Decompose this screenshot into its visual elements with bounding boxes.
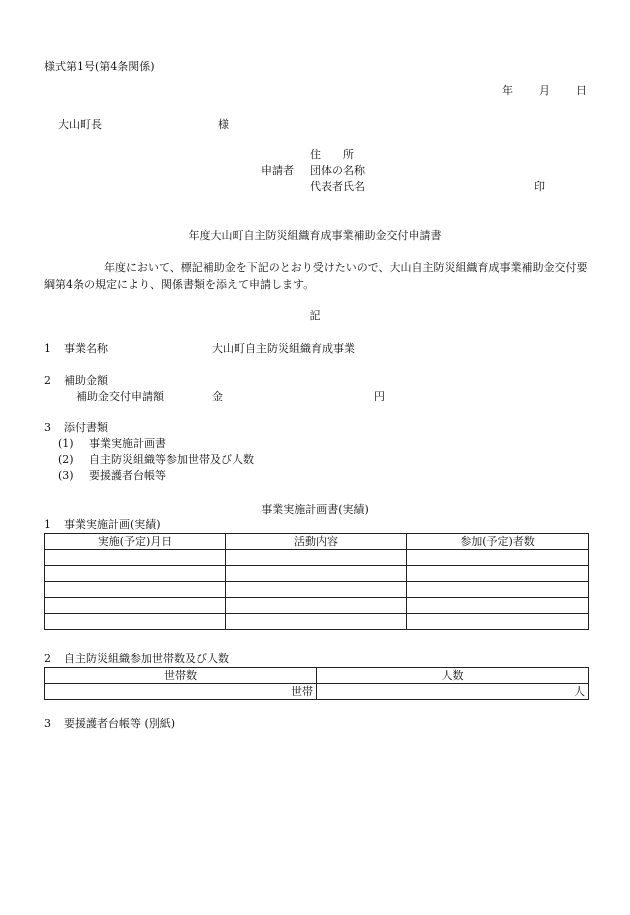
item1-label: 事業名称 (64, 342, 108, 355)
header-participants: 参加(予定)者数 (407, 534, 589, 550)
doc3-text: 要援護者台帳等 (89, 469, 166, 482)
table-cell[interactable] (407, 582, 589, 598)
table-cell[interactable] (45, 582, 226, 598)
table-cell[interactable] (226, 614, 407, 630)
date-day-label: 日 (576, 84, 587, 97)
table-cell[interactable] (226, 582, 407, 598)
table-cell[interactable] (45, 550, 226, 566)
doc2-text: 自主防災組織等参加世帯及び人数 (89, 453, 254, 466)
item1-number: 1 (44, 342, 51, 355)
item2-kin: 金 (212, 390, 223, 403)
people-cell[interactable] (317, 684, 589, 700)
table-row (45, 684, 589, 700)
table-row (45, 550, 589, 566)
doc2-number: (2) (58, 453, 74, 466)
table-row (45, 598, 589, 614)
table-header-row (45, 668, 589, 684)
intro-paragraph: 年度において、標記補助金を下記のとおり受けたいので、大山自主防災組織育成事業補助金交付要綱第4条の規定により、関係書類を添えて申請します。 (44, 261, 588, 291)
plan-section2-label: 自主防災組織参加世帯数及び人数 (64, 652, 229, 665)
table-cell[interactable] (226, 598, 407, 614)
table-row (45, 614, 589, 630)
plan-title: 事業実施計画書(実績) (261, 503, 369, 516)
header-activity: 活動内容 (226, 534, 407, 550)
household-count-table (44, 667, 589, 700)
people-unit: 人 (574, 685, 585, 698)
doc1-number: (1) (58, 437, 74, 450)
seal-mark: 印 (534, 180, 545, 193)
item3-label: 添付書類 (64, 421, 108, 434)
item3-number: 3 (44, 421, 51, 434)
addressee-honorific: 様 (218, 118, 229, 131)
date-year-label: 年 (502, 84, 513, 97)
table-cell[interactable] (407, 598, 589, 614)
doc1-text: 事業実施計画書 (89, 437, 166, 450)
plan-section3-number: 3 (44, 717, 51, 730)
item1-value: 大山町自主防災組織育成事業 (212, 342, 355, 355)
ki-marker: 記 (309, 309, 321, 322)
form-number: 様式第1号(第4条関係) (44, 60, 155, 73)
organization-name-label: 団体の名称 (310, 164, 365, 177)
activity-plan-table (44, 533, 589, 630)
table-cell[interactable] (407, 566, 589, 582)
plan-section1-number: 1 (44, 518, 51, 531)
item2-yen: 円 (374, 390, 385, 403)
plan-section2-number: 2 (44, 652, 51, 665)
households-cell[interactable] (45, 684, 317, 700)
table-cell[interactable] (407, 550, 589, 566)
item2-label: 補助金額 (64, 374, 108, 387)
doc3-number: (3) (58, 469, 74, 482)
table-cell[interactable] (45, 598, 226, 614)
households-unit: 世帯 (291, 685, 313, 698)
item2-sub-label: 補助金交付申請額 (76, 390, 164, 403)
table-cell[interactable] (407, 614, 589, 630)
header-households: 世帯数 (45, 668, 317, 684)
table-row (45, 566, 589, 582)
table-header-row (45, 534, 589, 550)
header-people: 人数 (317, 668, 589, 684)
header-date: 実施(予定)月日 (45, 534, 226, 550)
table-cell[interactable] (226, 566, 407, 582)
item2-number: 2 (44, 374, 51, 387)
addressee-name: 大山町長 (58, 118, 102, 131)
table-cell[interactable] (45, 614, 226, 630)
table-row (45, 582, 589, 598)
plan-section1-label: 事業実施計画(実績) (64, 518, 161, 531)
representative-name-label: 代表者氏名 (310, 180, 365, 193)
address-label: 住 所 (310, 148, 354, 161)
plan-section3-label: 要援護者台帳等 (別紙) (64, 717, 176, 730)
document-title: 年度大山町自主防災組織育成事業補助金交付申請書 (188, 229, 442, 242)
date-month-label: 月 (539, 84, 550, 97)
table-cell[interactable] (45, 566, 226, 582)
table-cell[interactable] (226, 550, 407, 566)
applicant-label: 申請者 (261, 164, 294, 177)
